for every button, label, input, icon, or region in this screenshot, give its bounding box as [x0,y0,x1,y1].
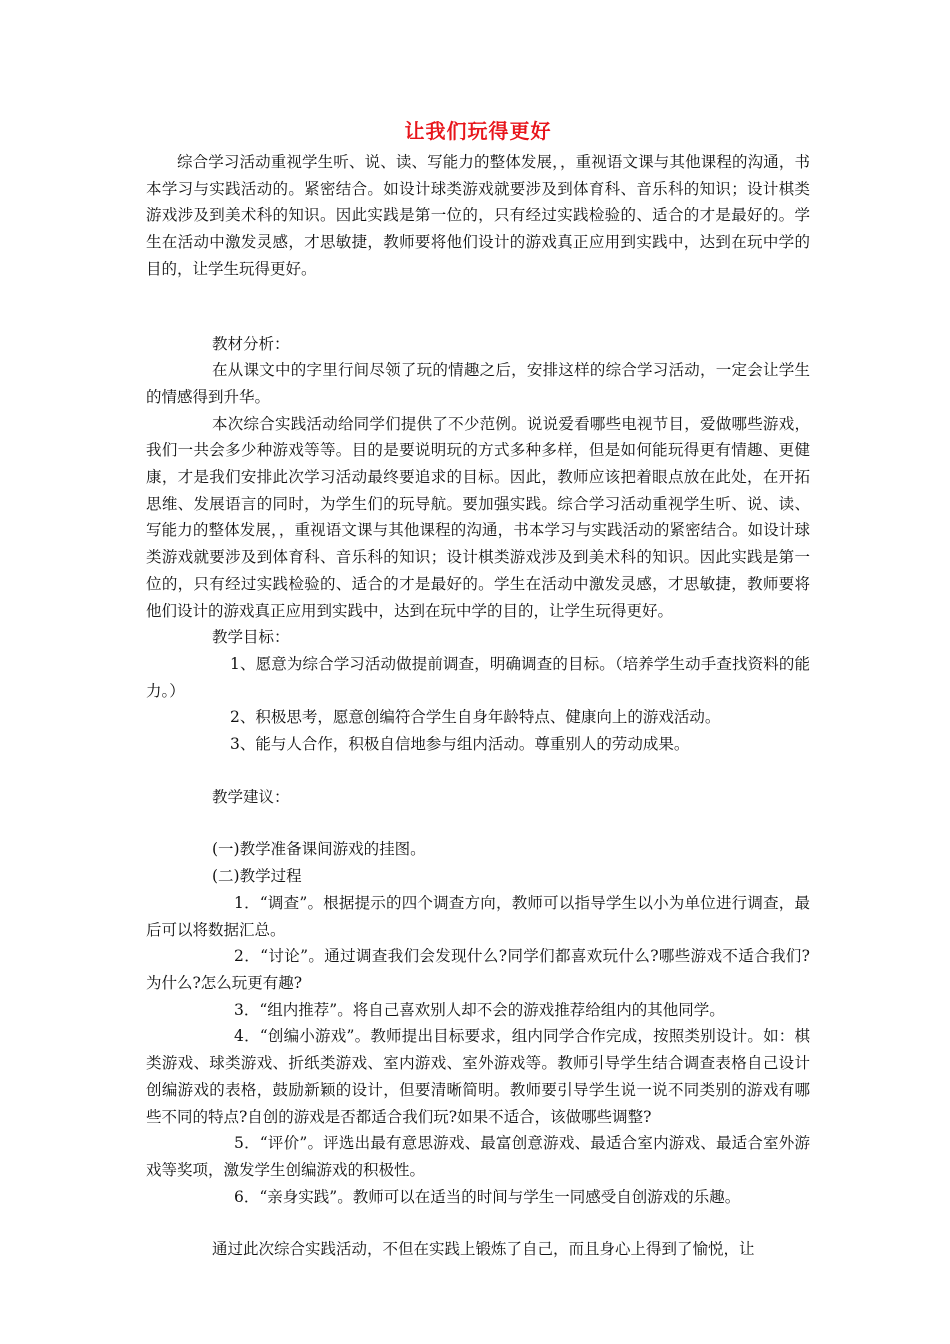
document-body [146,118,810,1263]
closing-paragraph: 通过此次综合实践活动，不但在实践上锻炼了自己，而且身心上得到了愉悦，让 [212,1240,755,1259]
process-step: 3．“组内推荐”。将自己喜欢别人却不会的游戏推荐给组内的其他同学。 [234,1000,725,1019]
process-step: 5．“评价”。评选出最有意思游戏、最富创意游戏、最适合室内游戏、最适合室外游戏等奖项，激发学生创编游戏的积极性。 [146,1134,810,1179]
spacer [146,283,810,309]
spacer [146,810,810,836]
goals-heading: 教学目标： [212,628,290,647]
process-step: 1．“调查”。根据提示的四个调查方向，教师可以指导学生以小为单位进行调查，最后可以将数据汇总。 [146,893,810,939]
analysis-paragraph: 本次综合实践活动给同学们提供了不少范例。说说爱看哪些电视节目，爱做哪些游戏，我们一共会多少种游戏等等。目的是要说明玩的方式多种多样，但是如何能玩得更有情趣、更健康，才是我们安排此次学习活动最终要追求的目标。因此，教师应该把着眼点放在此处，在开拓思维、发展语言的同时，为学生们的玩导航。要加强实践。综合学习活动重视学生听、说、读、写能力的整体发展，，重视语文课与其他课程的沟通，书本学习与实践活动的紧密结合。如设计球类游戏就要涉及到体育科、音乐科的知识；设计棋类游戏涉及到美术科的知识。因此实践是第一位的，只有经过实践检验的、适合的才是最好的。学生在活动中激发灵感，才思敏捷，教师要将他们设计的游戏真正应用到实践中，达到在玩中学的目的，让学生玩得更好。 [146,414,810,620]
goal-item: 2、积极思考，愿意创编符合学生自身年龄特点、健康向上的游戏活动。 [230,708,721,727]
goal-item: 3、能与人合作，积极自信地参与组内活动。尊重别人的劳动成果。 [230,735,690,754]
process-step: 6．“亲身实践”。教师可以在适当的时间与学生一同感受自创游戏的乐趣。 [234,1187,741,1206]
spacer [146,758,810,784]
spacer [146,1210,810,1236]
teaching-process-heading: (二)教学过程 [212,867,302,886]
goal-item: 1、愿意为综合学习活动做提前调查，明确调查的目标。（培养学生动手查找资料的能力。） [146,654,810,700]
document-title: 让我们玩得更好 [404,119,552,143]
process-step: 4．“创编小游戏”。教师提出目标要求，组内同学合作完成，按照类别设计。如：棋类游戏、球类游戏、折纸类游戏、室内游戏、室外游戏等。教师引导学生结合调查表格自己设计创编游戏的表格，鼓励新颖的设计，但要清晰简明。教师要引导学生说一说不同类别的游戏有哪些不同的特点?自创的游戏是否都适合我们玩?如果不适合，该做哪些调整? [146,1027,810,1126]
analysis-heading: 教材分析： [212,334,290,353]
intro-paragraph: 综合学习活动重视学生听、说、读、写能力的整体发展，，重视语文课与其他课程的沟通，书本学习与实践活动的。紧密结合。如设计球类游戏就要涉及到体育科、音乐科的知识；设计棋类游戏涉及到美术科的知识。因此实践是第一位的，只有经过实践检验的、适合的才是最好的。学生在活动中激发灵感，才思敏捷，教师要将他们设计的游戏真正应用到实践中，达到在玩中学的目的，让学生玩得更好。 [146,153,810,278]
spacer [146,309,810,331]
suggestions-heading: 教学建议： [212,787,290,806]
process-step: 2．“讨论”。通过调查我们会发现什么?同学们都喜欢玩什么?哪些游戏不适合我们?为什么?怎么玩更有趣? [146,947,810,992]
analysis-paragraph: 在从课文中的字里行间尽领了玩的情趣之后，安排这样的综合学习活动，一定会让学生的情感得到升华。 [146,361,810,406]
teaching-prep: (一)教学准备课间游戏的挂图。 [212,840,426,859]
